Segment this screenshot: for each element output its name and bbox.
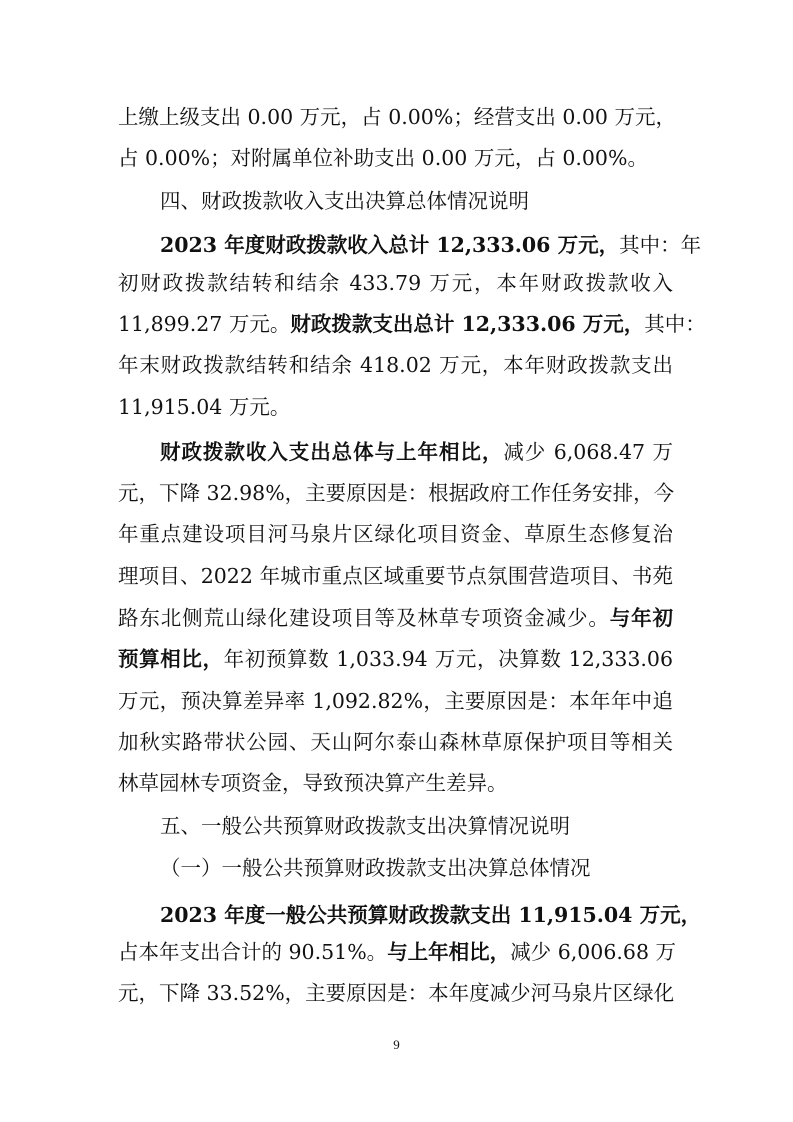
text-run: 万元，预决算差异率 1,092.82%，主要原因是：本年年中追 — [118, 689, 673, 713]
bold-text-run: 2023 年度财政拨款收入总计 12,333.06 万元， — [160, 233, 620, 257]
page-number: 9 — [393, 1037, 400, 1052]
bold-text-run: 财政拨款支出总计 12,333.06 万元， — [290, 312, 645, 336]
text-run: 上缴上级支出 0.00 万元，占 0.00%；经营支出 0.00 万元， — [118, 105, 676, 129]
text-line — [118, 478, 673, 508]
text-line — [118, 686, 673, 716]
text-run: 11,915.04 万元。 — [118, 395, 291, 419]
text-run: 加秋实路带状公园、天山阿尔泰山森林草原保护项目等相关 — [118, 730, 673, 754]
text-run: 林草园林专项资金，导致预决算产生差异。 — [118, 771, 508, 795]
text-run: 年初预算数 1,033.94 万元，决算数 12,333.06 — [223, 647, 674, 671]
text-run: 占 0.00%；对附属单位补助支出 0.00 万元，占 0.00%。 — [118, 146, 648, 170]
text-run: 减少 6,068.47 万 — [503, 440, 673, 464]
text-line — [118, 768, 508, 798]
text-run: 五、一般公共预算财政拨款支出决算情况说明 — [160, 814, 570, 838]
text-run: 其中：年 — [619, 233, 702, 257]
bold-text-run: 财政拨款收入支出总体与上年相比， — [160, 440, 504, 464]
text-line — [118, 937, 677, 967]
text-line — [118, 268, 673, 298]
text-run: 理项目、2022 年城市重点区域重要节点氛围营造项目、书苑 — [118, 564, 673, 588]
bold-text-run: 与上年相比， — [387, 940, 511, 964]
text-run: 年重点建设项目河马泉片区绿化项目资金、草原生态修复治 — [118, 522, 673, 546]
text-line — [160, 437, 673, 467]
text-line — [160, 900, 702, 930]
text-run: 元，下降 33.52%，主要原因是：本年度减少河马泉片区绿化 — [118, 981, 675, 1005]
text-line — [118, 392, 290, 422]
text-line — [118, 519, 673, 549]
text-run: （一）一般公共预算财政拨款支出决算总体情况 — [160, 856, 591, 880]
text-line — [118, 350, 673, 380]
text-line — [118, 309, 706, 339]
text-run: 占本年支出合计的 90.51%。 — [118, 940, 388, 964]
text-run: 路东北侧荒山绿化建设项目等及林草专项资金减少。 — [118, 606, 610, 630]
bold-text-run: 与年初 — [609, 606, 674, 630]
subsection-heading — [160, 853, 591, 883]
text-run: 四、财政拨款收入支出决算总体情况说明 — [160, 189, 529, 213]
text-run: 初财政拨款结转和结余 433.79 万元，本年财政拨款收入 — [118, 271, 673, 295]
text-line — [118, 561, 673, 591]
bold-text-run: 预算相比， — [118, 647, 224, 671]
bold-text-run: 2023 年度一般公共预算财政拨款支出 11,915.04 万元， — [160, 903, 702, 927]
text-line — [118, 644, 673, 674]
text-run: 年末财政拨款结转和结余 418.02 万元，本年财政拨款支出 — [118, 353, 673, 377]
text-line — [118, 143, 648, 173]
text-line — [118, 978, 673, 1008]
section-heading — [160, 811, 570, 841]
text-run: 元，下降 32.98%，主要原因是：根据政府工作任务安排，今 — [118, 481, 675, 505]
text-line — [118, 603, 673, 633]
text-run: 其中： — [644, 312, 706, 336]
text-run: 减少 6,006.68 万 — [510, 940, 677, 964]
text-line — [118, 727, 673, 757]
section-heading — [160, 186, 529, 216]
text-run: 11,899.27 万元。 — [118, 312, 291, 336]
text-line — [118, 102, 676, 132]
text-line — [160, 230, 702, 260]
